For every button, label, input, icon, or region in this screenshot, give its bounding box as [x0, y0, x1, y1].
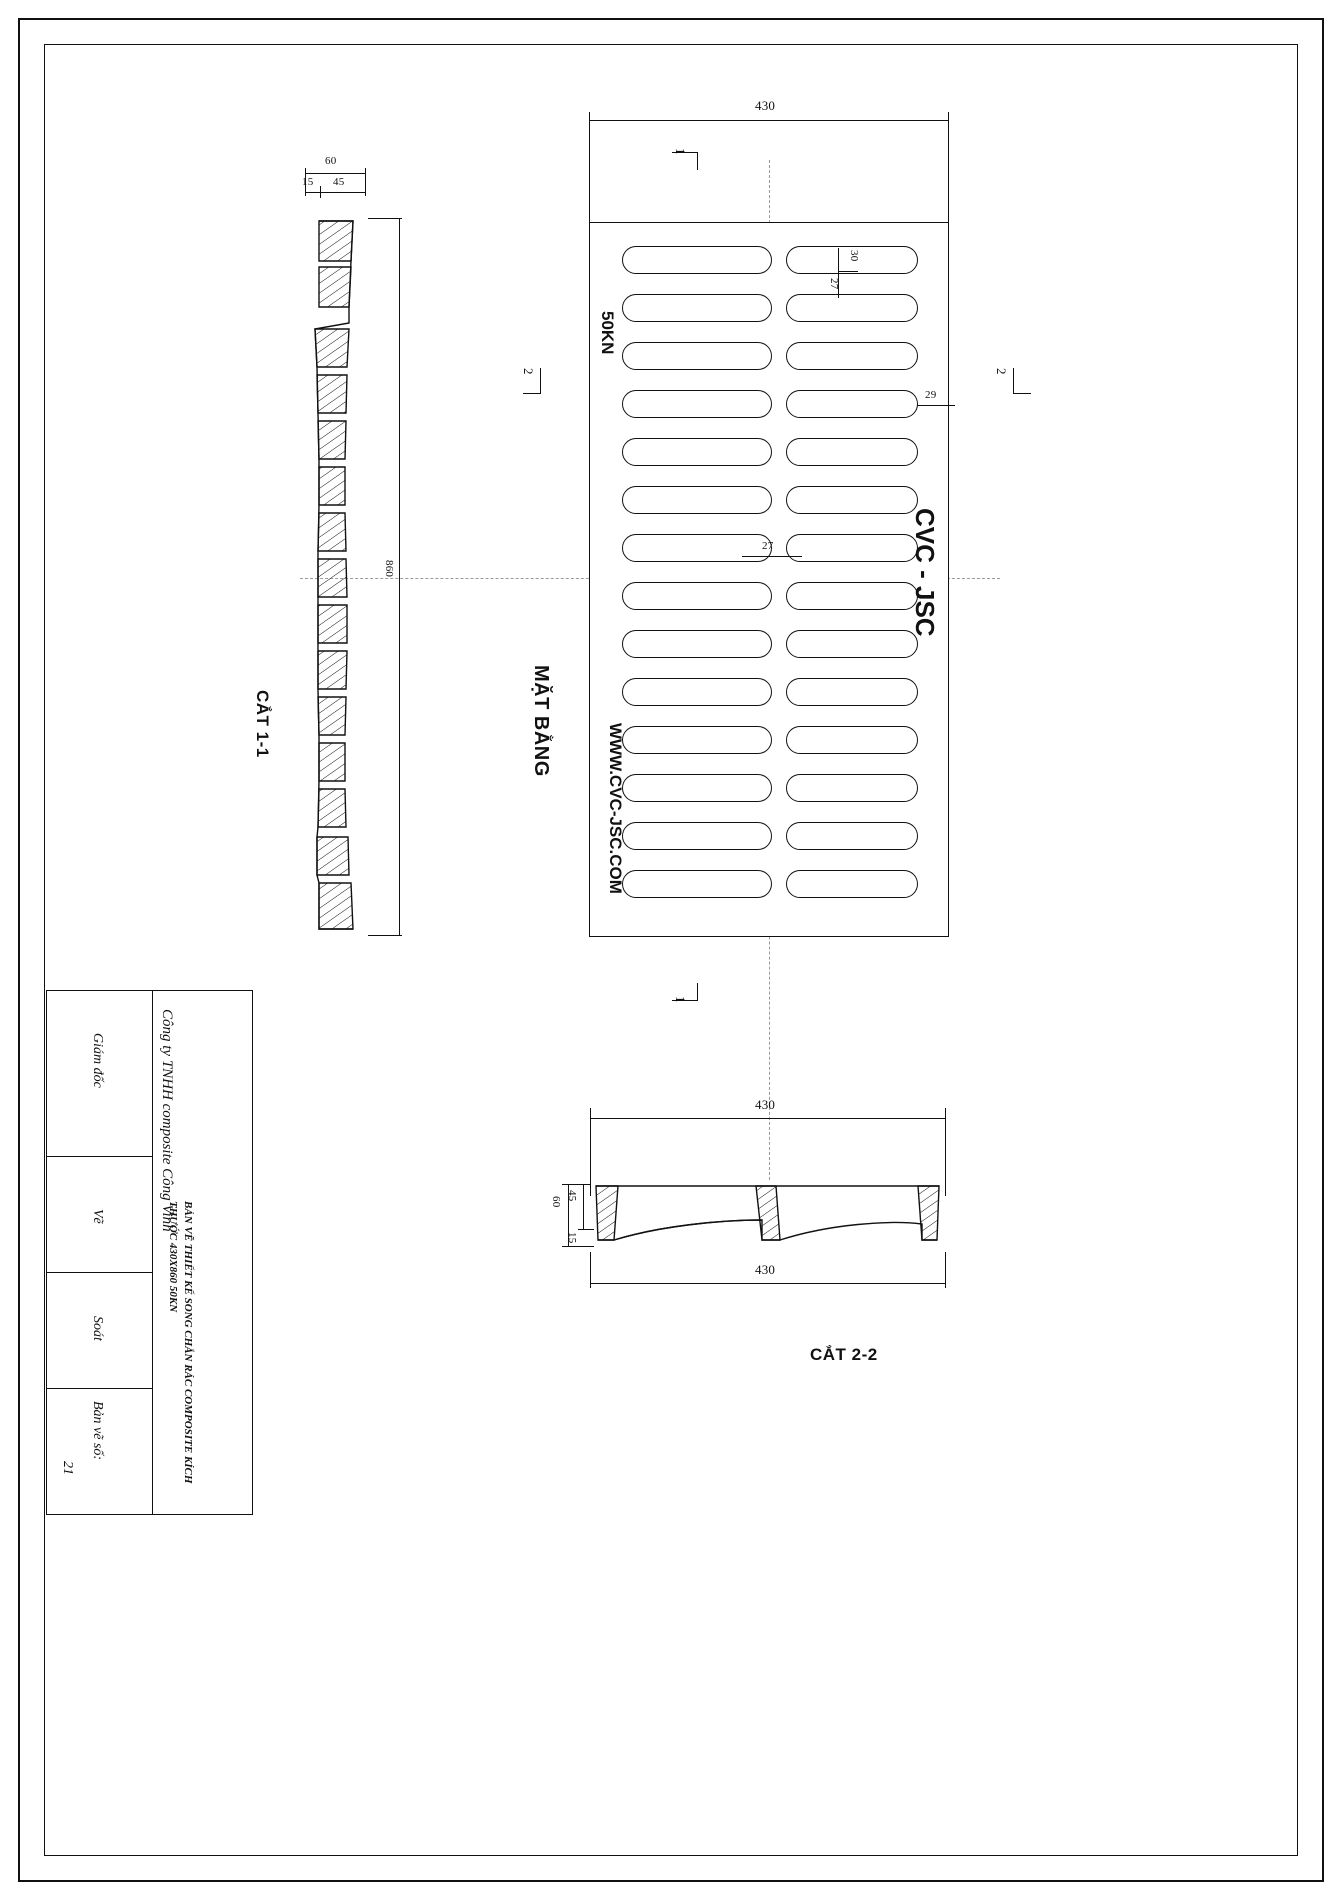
section-mark-line: [1013, 368, 1014, 394]
section-1-1-profile: [305, 215, 365, 935]
title-block-sheet-number-label: Bản vẽ số:: [90, 1401, 105, 1461]
title-block-sheet-number-value: 21: [60, 1461, 75, 1475]
plan-view-title: MẶT BẰNG: [530, 665, 552, 777]
plan-view-grate: [589, 222, 949, 937]
grate-slot: [622, 774, 772, 802]
grate-slot: [786, 678, 918, 706]
section-mark-line: [697, 983, 698, 1001]
grate-slot: [622, 582, 772, 610]
dim-slot-gap-30: 30: [848, 250, 860, 262]
grate-slot: [622, 294, 772, 322]
section-mark-top-1: 1: [673, 148, 688, 155]
section-mark-line: [697, 152, 698, 170]
dim-tick: [320, 186, 321, 198]
grate-slot: [622, 342, 772, 370]
grate-slot: [622, 438, 772, 466]
section-mark-bottom-1: 1: [673, 996, 688, 1003]
brand-website-text: WWW.CVC-JSC.COM: [606, 723, 625, 894]
title-block-role-checker: Soát: [90, 1316, 105, 1341]
dim-leader: [838, 248, 839, 298]
title-block-info-column: [153, 991, 252, 1514]
grate-slot: [786, 582, 918, 610]
title-block-sheet-title: [165, 1201, 195, 1501]
dim-tick: [562, 1184, 590, 1185]
dim-line-profile-split: [305, 192, 365, 193]
dim-ext-line: [945, 1108, 946, 1196]
section-mark-line: [540, 368, 541, 394]
section-mark-right-2: 2: [994, 368, 1009, 375]
dim-sec22-15: 15: [566, 1232, 578, 1244]
dim-plan-width: 430: [755, 98, 776, 113]
section-2-2-title: CẮT 2-2: [810, 1345, 878, 1364]
grate-slot: [622, 630, 772, 658]
title-block-roles-column: [47, 991, 153, 1514]
dim-ext-line: [589, 112, 590, 222]
dim-line-sec22-bottom: [590, 1283, 946, 1284]
dim-leader: [917, 405, 955, 406]
grate-slot: [622, 870, 772, 898]
load-rating-text: 50KN: [598, 311, 617, 355]
grate-slot: [786, 342, 918, 370]
dim-line-profile-60: [305, 173, 365, 174]
section-mark-line: [523, 393, 541, 394]
dim-profile-60: 60: [325, 155, 337, 167]
dim-tick: [562, 1246, 594, 1247]
brand-name-text: CVC - JSC: [910, 508, 940, 637]
grate-slot: [786, 390, 918, 418]
grate-slot: [786, 294, 918, 322]
title-block-company: [158, 1009, 175, 1232]
grate-slot: [786, 630, 918, 658]
grate-slot: [622, 486, 772, 514]
dim-sec22-top-430: 430: [755, 1097, 776, 1112]
title-block: [46, 990, 253, 1515]
dim-plan-height-860: 860: [383, 560, 395, 578]
section-mark-left-2: 2: [521, 368, 536, 375]
dim-slot-29: 29: [925, 389, 937, 401]
grate-slot: [622, 534, 772, 562]
title-block-company-line1: Công ty TNHH composite Công Vinh: [159, 1009, 175, 1232]
title-block-sheet-title-text: BẢN VẼ THIẾT KẾ SONG CHẮN RÁC COMPOSITE KÍCH THƯỚC 430X860 50KN: [167, 1201, 194, 1484]
title-block-role-director: Giám đốc: [90, 1033, 105, 1088]
grate-slot: [622, 726, 772, 754]
dim-line-sec22-top: [590, 1118, 946, 1119]
dim-line-plan-width: [589, 120, 949, 121]
grate-slot: [622, 246, 772, 274]
dim-sec22-60: 60: [550, 1196, 562, 1208]
dim-tick: [368, 218, 402, 219]
grate-slot: [786, 726, 918, 754]
dim-rib-27a: 27: [828, 278, 840, 290]
section-1-1-title: CẮT 1-1: [253, 690, 272, 758]
section-mark-line: [1013, 393, 1031, 394]
grate-slot: [622, 390, 772, 418]
dim-leader: [838, 271, 858, 272]
dim-tick: [578, 1229, 594, 1230]
dim-line-plan-height: [399, 218, 400, 936]
dim-line-sec22-45: [583, 1184, 584, 1229]
grate-slot: [786, 822, 918, 850]
dim-profile-45: 45: [333, 176, 345, 188]
dim-sec22-45: 45: [566, 1190, 578, 1202]
dim-tick: [368, 935, 402, 936]
grate-slot: [786, 870, 918, 898]
grate-slot: [622, 822, 772, 850]
dim-tick: [365, 168, 366, 196]
dim-rib-27b: 27: [762, 540, 774, 552]
title-block-role-drafter: Vẽ: [90, 1209, 105, 1224]
grate-slot: [622, 678, 772, 706]
dim-ext-line: [948, 112, 949, 222]
dim-leader: [742, 556, 802, 557]
grate-slot: [786, 534, 918, 562]
grate-slot: [786, 486, 918, 514]
dim-profile-15: 15: [302, 176, 314, 188]
grate-slot: [786, 774, 918, 802]
grate-slot: [786, 438, 918, 466]
section-2-2-profile: [590, 1180, 945, 1260]
dim-sec22-bottom-430: 430: [755, 1262, 776, 1277]
